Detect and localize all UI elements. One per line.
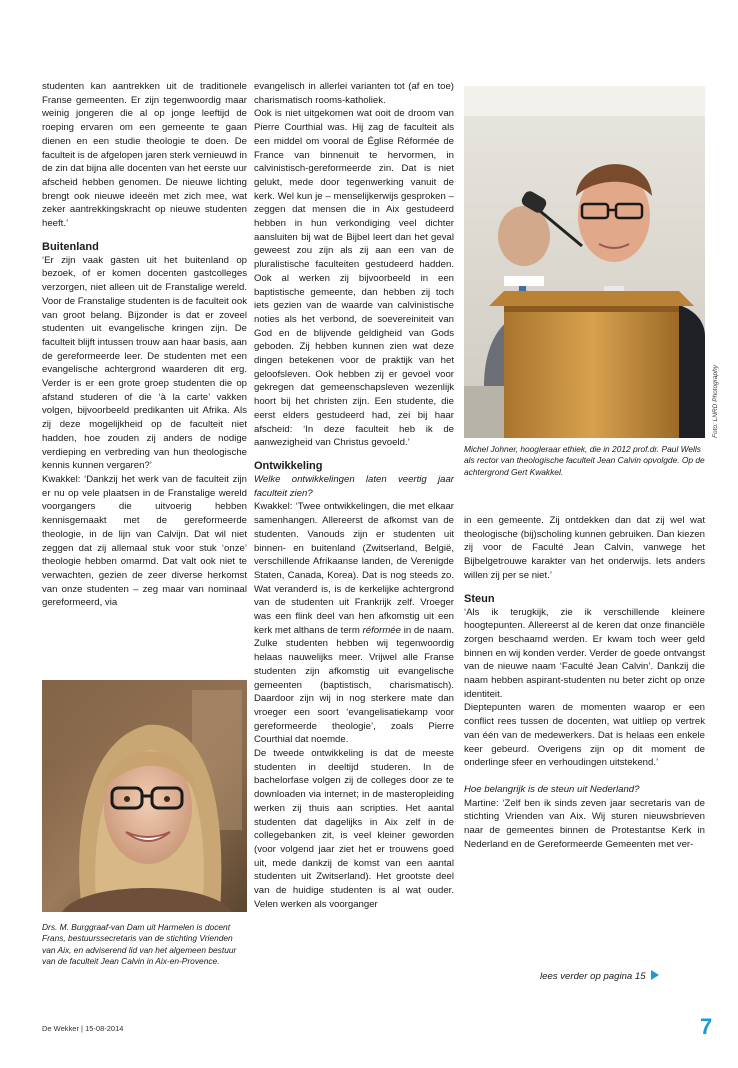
page-number: 7	[700, 1014, 713, 1039]
paragraph: Ook is niet uitgekomen wat ooit de droom van Pierre Courthial was. Hij zag de faculteit als een middel om vooral de Église Réformée de France van binnenuit te hervormen, in calvinistisch-gereformeerde zin. Dat is niet gelukt, mede door tegenwerking vanuit de kerk. Wel kun je – menselijkerwijs gesproken – zeggen dat mensen die in Aix gestudeerd hebben in hun verkondiging veel dichter aansluiten bij wat de Bijbel leert dan het geval geweest zou zijn als zij aan een van de pluralistische faculteiten gestudeerd hadden. Ook al werken zij bijvoorbeeld in een baptistische gemeente, dan hebben zij toch iets gezien van de waarde van calvinistische noties als het verbond, de soevereiniteit van God en de blijvende geldigheid van Gods geboden. Zij hebben kunnen zien wat deze dingen betekenen voor de praktijk van het geloofsleven. Ook hebben zij er gevoel voor gekregen dat gemeenschapsleven wezenlijk hoort bij het christen zijn. Een studente, die eerst elders gestudeerd had, zei bij haar afscheid: ‘In deze faculteit heb ik de aanwezigheid van Christus gevoeld.’	[254, 108, 454, 449]
interview-question: Hoe belangrijk is de steun uit Nederland?	[464, 783, 640, 795]
play-arrow-icon	[651, 970, 659, 980]
footer-publication: De Wekker | 15-08-2014	[42, 1024, 124, 1033]
section-heading-buitenland: Buitenland	[42, 240, 99, 253]
paragraph	[254, 500, 454, 747]
column-3	[464, 514, 705, 851]
paragraph: Martine: ‘Zelf ben ik sinds zeven jaar secretaris van de stichting Vrienden van Aix. Wij sturen nieuwsbrieven naar de gemeentes binnen de Protestantse Kerk in Nederland en de Gereformeerde Gemeenten met ver-	[464, 797, 705, 850]
paragraph-text: Kwakkel: ‘Twee ontwikkelingen, die met elkaar samenhangen. Allereerst de afkomst van de studenten. Vanouds zijn er studenten uit binnen- en buitenland (Zwitserland, België, verschillende Afrikaanse landen, de Verenigde Staten, Canada, Korea). Dat is nog steeds zo. Wat veranderd is, is de kerkelijke achtergrond van de studenten uit Frankrijk zelf. Vroeger was een flink deel van hen afkomstig uit een kerk met althans de term	[254, 501, 454, 636]
column-1	[42, 80, 247, 610]
interview-question: Welke ontwikkelingen laten veertig jaar faculteit zien?	[254, 473, 454, 499]
section-heading-steun: Steun	[464, 592, 495, 605]
paragraph: in een gemeente. Zij ontdekken dan dat zij wel wat theologische (bij)scholing kunnen gebruiken. Dan kiezen zij voor de Faculté Jean Calvin, vanwege het Bijbelgetrouwe karakter van het onderwijs. Iets anders willen zij per se niet.’	[464, 515, 705, 581]
paragraph: Kwakkel: ‘Dankzij het werk van de faculteit zijn er nu op vele plaatsen in de Franstalige wereld voorgangers die uitvoerig hebben kennisgemaakt met de gereformeerde theologie, in de lijn van Calvijn. Dat wil niet zeggen dat zij allemaal stuk voor stuk ‘onze’ theologie hebben omarmd. Dat valt ook niet te verwachten, gezien de zeer diverse herkomst van onze studenten – zeg maar van nominaal gereformeerd, via	[42, 473, 247, 609]
section-heading-ontwikkeling: Ontwikkeling	[254, 459, 323, 472]
paragraph: Dieptepunten waren de momenten waarop er een conflict rees tussen de docenten, wat uitliep op vertrek van één van de medewerkers. Dat is helaas een enkele keer gebeurd. Overigens zijn op dit moment de onderlinge sfeer en verhoudingen uitstekend.’	[464, 702, 705, 769]
paragraph: ‘Er zijn vaak gasten uit het buitenland op bezoek, of er komen docenten gastcolleges verzorgen, niet alleen uit de Franstalige wereld. Voor de Franstalige studenten is de faculteit ook van groot belang. Bijzonder is dat er zoveel studenten uit evangelische kringen zijn. De faculteit blijft intussen trouw aan haar basis, aan de gereformeerde leer. De studenten met een evangelische achtergrond waarderen dit erg. Verder is er een grote groep studenten die op afstand studeren of die ‘à la carte’ vakken volgen, bijvoorbeeld predikanten uit Afrika. Als zij deze mogelijkheid op de faculteit niet hadden, hoe zouden zij anders de nodige verdieping en verbreding van hun theologische kennis kunnen vergaren?’	[42, 254, 247, 472]
paragraph: studenten kan aantrekken uit de traditionele Franse gemeenten. Er zijn tegenwoordig maar weinig jongeren die al op jonge leeftijd de roeping ervaren om een gemeente te gaan dienen en een studie theologie te doen. De faculteit is de afgelopen jaren sterk vernieuwd in de zin dat bijna alle docenten van het eerste uur afscheid hebben genomen. De nieuwe lichting brengt ook nieuwe ideeën met zich mee, wat zeker aantrekkingskracht op nieuwe studenten heeft.’	[42, 81, 247, 230]
continue-reading-text: lees verder op pagina 15	[540, 971, 646, 982]
paragraph: De tweede ontwikkeling is dat de meeste studenten in deeltijd studeren. In de bachelorfase volgen zij de colleges door ze te downloaden via internet; in de masteropleiding werken zij thuis aan scripties. Het aantal studenten dat dagelijks in Aix zelf in de collegebanken zit, is veel kleiner geworden (voor volgend jaar ziet het er trouwens goed uit, mede dankzij de komst van een aantal studenten uit Zwitserland). Het grootste deel van de huidige studenten is al wat ouder. Velen werken als voorganger	[254, 748, 454, 910]
emphasis-term: réformée	[362, 624, 401, 636]
continue-reading-link[interactable]	[540, 970, 659, 982]
photo-caption-burggraaf: Drs. M. Burggraaf-van Dam uit Harmelen is docent Frans, bestuurssecretaris van de stichting Vrienden van Aix, en adviserend lid van het algemeen bestuur van de faculteit Jean Calvin in Aix-en-Provence.	[42, 922, 237, 966]
paragraph-text: in de naam. Zulke studenten hebben wij tegenwoordig helaas nauwelijks meer. Vrijwel alle Franse studenten zijn afkomstig uit evangelische gemeenten (baptistisch, charismatisch). Daardoor zijn wij in nog sterkere mate dan vroeger een soort ‘evangelisatiekamp voor gereformeerde theologie’, zoals Pierre Courthial dat noemde.	[254, 624, 454, 746]
photo-credit: Foto: LNRD Photography	[712, 365, 719, 438]
speaker-photo-johner	[464, 86, 705, 438]
paragraph: evangelisch in allerlei varianten tot (af en toe) charismatisch rooms-katholiek.	[254, 81, 454, 106]
paragraph: ‘Als ik terugkijk, zie ik verschillende kleinere hoogtepunten. Allereerst al de keren dat onze financiële zorgen beschaamd werden. Er kwam toch weer geld binnen en wij konden verder. Verder de goede ontvangst van de nieuwe naam ‘Faculté Jean Calvin’. Dankzij die naam hebben aspirant-studenten nu beter zicht op onze identiteit.	[464, 606, 705, 700]
portrait-image	[42, 680, 247, 912]
column-2	[254, 80, 454, 911]
portrait-photo-burggraaf	[42, 680, 247, 912]
photo-caption-johner: Michel Johner, hoogleraar ethiek, die in 2012 prof.dr. Paul Wells als rector van theologische faculteit Jean Calvin opvolgde. Op de achtergrond Gert Kwakkel.	[464, 444, 705, 477]
speaker-image	[464, 86, 705, 438]
